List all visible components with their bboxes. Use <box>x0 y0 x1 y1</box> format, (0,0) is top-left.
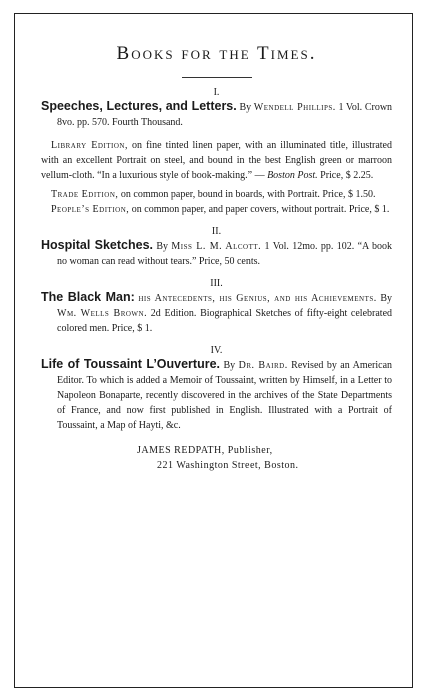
section-numeral: III. <box>210 278 223 289</box>
section-numeral: II. <box>211 226 222 237</box>
peoples-edition-paragraph <box>41 202 392 217</box>
edition-text: on common paper, and paper covers, without portrait. Price, $ 1. <box>131 204 390 215</box>
publisher-name: JAMES REDPATH, Publisher, <box>137 445 273 456</box>
author-name: Wendell Phillips. <box>253 102 336 113</box>
book-title: Life of Toussaint L’Ouverture. <box>41 357 221 371</box>
by-label: By <box>239 102 252 113</box>
edition-name: Library Edition, <box>51 140 128 151</box>
book-entry-toussaint <box>41 345 392 433</box>
trade-edition-paragraph <box>41 187 392 202</box>
page-border <box>14 13 413 688</box>
edition-source: Boston Post. <box>267 170 318 181</box>
author-name: Dr. Baird. <box>238 360 288 371</box>
edition-price: Price, $ 2.25. <box>320 170 374 181</box>
author-name: Miss L. M. Alcott. <box>171 241 262 252</box>
book-title: Hospital Sketches. <box>41 238 153 252</box>
author-name: Wm. Wells Brown. <box>57 308 148 319</box>
book-entry-speeches <box>41 87 392 217</box>
section-numeral: I. <box>213 87 220 98</box>
section-numeral: IV. <box>210 345 223 356</box>
book-details: 2d Edition. Biographical Sketches of fifty-eight celebrated colored men. Price, $ 1. <box>57 308 393 334</box>
edition-name: Trade Edition, <box>51 189 119 200</box>
book-title: Speeches, Lectures, and Letters. <box>41 99 237 113</box>
book-subtitle: his Antecedents, his Genius, and his Achievements. <box>138 293 377 304</box>
title-divider <box>182 77 252 78</box>
page-title: Books for the Times. <box>116 43 317 64</box>
book-details: 1 Vol. Crown 8vo. pp. 570. Fourth Thousand. <box>57 102 393 128</box>
by-label: By <box>156 241 169 252</box>
library-edition-paragraph <box>41 138 392 183</box>
book-details: Revised by an American Editor. To which is added a Memoir of Toussaint, written by Himself, in a Letter to Napoleon Bonaparte, recently discovered in the archives of the State Departments of France, and now first published in English. Illustrated with a Portrait of Toussaint, a Map of Hayti, &c. <box>57 360 393 431</box>
by-label: By <box>380 293 392 304</box>
book-title: The Black Man: <box>41 290 135 304</box>
book-details: 1 Vol. 12mo. pp. 102. “A book no woman can read without tears.” Price, 50 cents. <box>57 241 393 267</box>
book-entry-hospital-sketches <box>41 226 392 269</box>
edition-text: on common paper, bound in boards, with Portrait. Price, $ 1.50. <box>120 189 376 200</box>
publisher-imprint <box>41 443 392 473</box>
edition-name: People’s Edition, <box>51 204 130 215</box>
edition-text: on fine tinted linen paper, with an illuminated title, illustrated with an excellent Portrait on steel, and bound in the best English green or marroon vellum-cloth. “In a luxurious style of book-making.” — <box>41 140 392 181</box>
book-entry-black-man <box>41 278 392 336</box>
publisher-address: 221 Washington Street, Boston. <box>157 460 299 471</box>
by-label: By <box>223 360 236 371</box>
